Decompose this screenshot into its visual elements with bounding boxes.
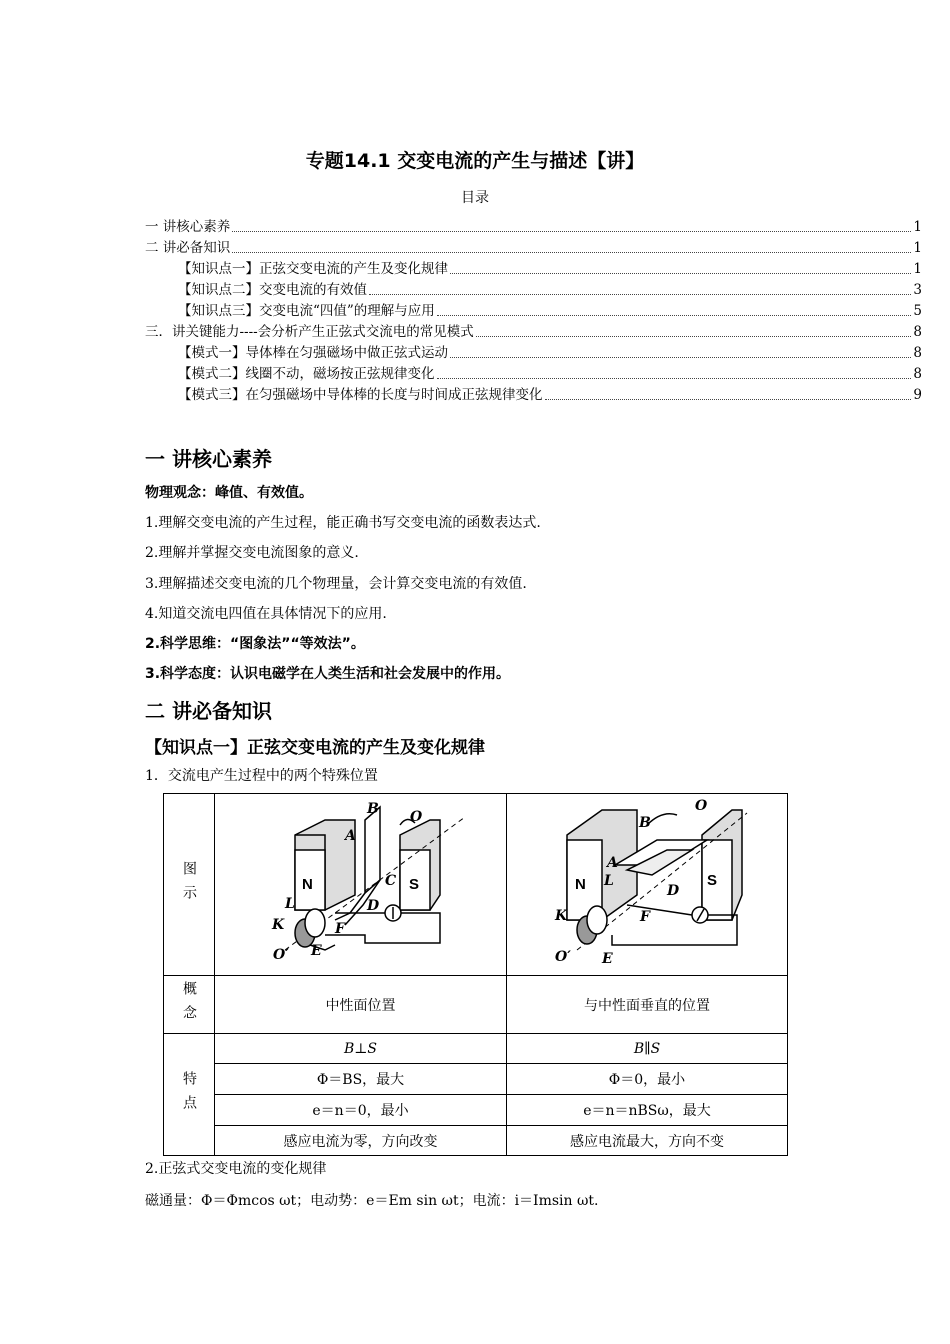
objective-item: 1.理解交变电流的产生过程，能正确书写交变电流的函数表达式.	[145, 515, 541, 531]
fig-label-s: S	[409, 875, 420, 893]
generator-diagram-neutral	[215, 795, 506, 975]
toc-entry[interactable]: 【知识点三】交变电流“四值”的理解与应用 5	[178, 303, 922, 319]
scientific-attitude: 3.科学态度：认识电磁学在人类生活和社会发展中的作用。	[145, 666, 511, 682]
section2-heading: 二 讲必备知识	[145, 699, 272, 723]
fig-label-s2: S	[707, 871, 718, 889]
toc-entry[interactable]: 【模式一】导体棒在匀强磁场中做正弦式运动 8	[178, 345, 922, 361]
fig-label-n: N	[302, 875, 313, 893]
toc-entry[interactable]: 二 讲必备知识 1	[145, 240, 922, 256]
feature-neutral-2: Φ＝BS，最大	[215, 1064, 507, 1095]
fig-label-o-prime2: O′	[555, 948, 571, 965]
fig-label-l2: L	[604, 872, 614, 889]
toc-entry[interactable]: 【知识点二】交变电流的有效值 3	[178, 282, 922, 298]
toc-entry[interactable]: 【知识点一】正弦交变电流的产生及变化规律 1	[178, 261, 922, 277]
toc-entry[interactable]: 【模式二】线圈不动，磁场按正弦规律变化 8	[178, 366, 922, 382]
figure-neutral-plane	[215, 794, 507, 976]
row-label-features-text: 特点	[181, 1070, 197, 1119]
generator-diagram-perpendicular	[507, 795, 787, 975]
row-label-figure-text: 图示	[181, 860, 197, 909]
feature-neutral-3: e＝n＝0，最小	[215, 1095, 507, 1126]
row-label-concept	[164, 976, 215, 1034]
fig-label-o: O	[410, 808, 423, 825]
document-title: 专题14.1 交变电流的产生与描述【讲】	[305, 150, 645, 172]
row-label-concept-text: 概念	[181, 980, 197, 1029]
fig-label-f: F	[335, 920, 345, 937]
row-label-figure	[164, 794, 215, 976]
row-label-features	[164, 1034, 215, 1156]
fig-label-a2: A	[607, 854, 618, 871]
fig-label-e2: E	[602, 950, 613, 967]
fig-label-k2: K	[555, 907, 568, 924]
objective-item: 3.理解描述交变电流的几个物理量，会计算交变电流的有效值.	[145, 576, 527, 592]
fig-label-b: B	[367, 800, 379, 817]
fig-label-l: L	[285, 895, 295, 912]
fig-label-a: A	[345, 827, 356, 844]
concept-neutral: 中性面位置	[215, 976, 507, 1034]
fig-label-f2: F	[640, 908, 650, 925]
fig-label-o-prime: O′	[273, 946, 289, 963]
feature-perpendicular-4: 感应电流最大，方向不变	[507, 1126, 788, 1156]
feature-neutral-4: 感应电流为零，方向改变	[215, 1126, 507, 1156]
fig-label-k: K	[272, 916, 285, 933]
item-heading: 1．交流电产生过程中的两个特殊位置	[145, 768, 378, 784]
formula-line: 磁通量：Φ＝Φmcos ωt；电动势：e＝Em sin ωt；电流：i＝Imsin ωt.	[145, 1193, 599, 1209]
figure-perpendicular-plane	[507, 794, 788, 976]
concept-perpendicular: 与中性面垂直的位置	[507, 976, 788, 1034]
feature-perpendicular-1: B∥S	[507, 1034, 788, 1064]
toc-entry[interactable]: 【模式三】在匀强磁场中导体棒的长度与时间成正弦规律变化 9	[178, 387, 922, 403]
fig-label-e: E	[311, 942, 322, 959]
toc-heading: 目录	[461, 190, 489, 206]
item-heading: 2.正弦式交变电流的变化规律	[145, 1161, 327, 1177]
fig-label-o3: O	[695, 797, 708, 814]
physics-concept: 物理观念：峰值、有效值。	[145, 485, 313, 501]
toc-entry[interactable]: 一 讲核心素养 1	[145, 219, 922, 235]
fig-label-c: C	[385, 872, 397, 889]
fig-label-d: D	[367, 897, 380, 914]
scientific-thinking: 2.科学思维：“图象法”“等效法”。	[145, 636, 365, 652]
feature-perpendicular-2: Φ＝0，最小	[507, 1064, 788, 1095]
objective-item: 4.知道交流电四值在具体情况下的应用.	[145, 606, 387, 622]
knowledge-point-heading: 【知识点一】正弦交变电流的产生及变化规律	[145, 738, 485, 758]
fig-label-n2: N	[575, 875, 586, 893]
toc-entry[interactable]: 三．讲关键能力----会分析产生正弦式交流电的常见模式 8	[145, 324, 922, 340]
table-of-contents	[145, 215, 922, 404]
section1-heading: 一 讲核心素养	[145, 447, 272, 471]
feature-neutral-1: B⊥S	[215, 1034, 507, 1064]
feature-perpendicular-3: e＝n＝nBSω，最大	[507, 1095, 788, 1126]
fig-label-b2: B	[639, 814, 651, 831]
objective-item: 2.理解并掌握交变电流图象的意义.	[145, 545, 359, 561]
fig-label-d2: D	[667, 882, 680, 899]
comparison-table	[163, 793, 788, 1156]
